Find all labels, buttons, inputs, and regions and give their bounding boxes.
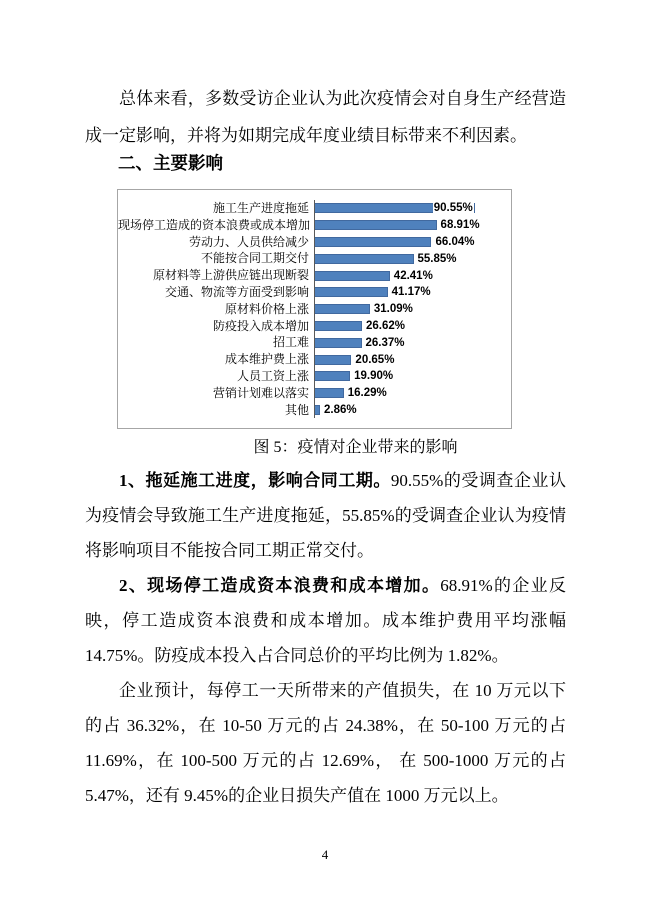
page-number: 4 bbox=[321, 847, 329, 862]
chart-bar bbox=[315, 321, 362, 331]
chart-category-label: 成本维护费上涨 bbox=[224, 352, 309, 367]
figure-caption: 图 5：疫情对企业带来的影响 bbox=[253, 439, 458, 456]
chart-row bbox=[118, 402, 511, 419]
chart-value-label: 66.04% bbox=[435, 235, 475, 248]
paragraph-cost-text: 68.91%的企业反映，停工造成资本浪费和成本增加。成本维护费用平均涨幅 14.75%。防疫成本投入占合同总价的平均比例为 1.82%。 bbox=[85, 576, 566, 665]
chart-bar bbox=[315, 338, 362, 348]
chart-value-label: 90.55% bbox=[433, 202, 473, 215]
paragraph-cost bbox=[85, 568, 566, 673]
chart-category-label: 现场停工造成的资本浪费或成本增加 bbox=[118, 217, 311, 232]
paragraph-delay bbox=[85, 463, 566, 568]
chart-row bbox=[118, 217, 511, 234]
chart-category-label: 劳动力、人员供给减少 bbox=[188, 234, 309, 249]
chart-bar bbox=[315, 254, 414, 264]
chart-category-label: 人员工资上涨 bbox=[236, 368, 309, 383]
chart-bar bbox=[315, 287, 388, 297]
chart-plot-area bbox=[314, 200, 511, 217]
chart-category-label: 不能按合同工期交付 bbox=[200, 251, 309, 266]
chart-value-label: 41.17% bbox=[391, 286, 431, 299]
paragraph-cost-lead: 2、现场停工造成资本浪费和成本增加。 bbox=[119, 576, 441, 595]
chart-rows bbox=[118, 200, 511, 418]
chart-row bbox=[118, 234, 511, 251]
chart-plot-area bbox=[314, 267, 511, 284]
chart-plot-area bbox=[314, 385, 511, 402]
chart-bar bbox=[315, 405, 320, 415]
chart-plot-area bbox=[314, 217, 511, 234]
chart-bar bbox=[315, 371, 350, 381]
section-heading: 二、主要影响 bbox=[118, 153, 223, 173]
chart-row bbox=[118, 351, 511, 368]
chart-plot-area bbox=[314, 301, 511, 318]
chart-category-label: 原材料价格上涨 bbox=[224, 301, 309, 316]
intro-paragraph: 总体来看，多数受访企业认为此次疫情会对自身生产经营造成一定影响，并将为如期完成年度业绩目标带来不利因素。 bbox=[85, 89, 566, 145]
chart-value-label: 20.65% bbox=[355, 353, 395, 366]
chart-value-label: 26.62% bbox=[365, 319, 405, 332]
chart-plot-area bbox=[314, 318, 511, 335]
chart-bar bbox=[315, 304, 370, 314]
chart-row bbox=[118, 368, 511, 385]
chart-row bbox=[118, 200, 511, 217]
chart-bar bbox=[315, 271, 390, 281]
chart-value-label: 16.29% bbox=[347, 387, 387, 400]
chart-category-label: 施工生产进度拖延 bbox=[212, 201, 309, 215]
paragraph-loss: 企业预计，每停工一天所带来的产值损失，在 10 万元以下的占 36.32%，在 10-50 万元的占 24.38%，在 50-100 万元的占 11.69%，在 100-500 万元的占 12.69%， 在 500-1000 万元的占 5.47%，还有 9.45%的企业日损失产值在 1000 万元以上。 bbox=[85, 681, 566, 805]
chart-row bbox=[118, 284, 511, 301]
paragraph-delay-text: 90.55%的受调查企业认为疫情会导致施工生产进度拖延，55.85%的受调查企业认为疫情将影响项目不能按合同工期正常交付。 bbox=[85, 471, 566, 560]
chart-category-label: 其他 bbox=[284, 402, 309, 417]
chart-row bbox=[118, 301, 511, 318]
chart-category-label: 防疫投入成本增加 bbox=[212, 318, 309, 333]
chart-row bbox=[118, 250, 511, 267]
chart-value-label: 19.90% bbox=[354, 370, 394, 383]
chart-plot-area bbox=[314, 284, 511, 301]
chart-row bbox=[118, 267, 511, 284]
chart-category-label: 原材料等上游供应链出现断裂 bbox=[152, 268, 309, 283]
chart-row bbox=[118, 334, 511, 351]
chart-bar bbox=[315, 355, 351, 365]
impact-bar-chart bbox=[117, 189, 512, 429]
chart-bar bbox=[315, 388, 344, 398]
chart-value-label: 42.41% bbox=[393, 269, 433, 282]
chart-category-label: 交通、物流等方面受到影响 bbox=[164, 284, 309, 299]
chart-plot-area bbox=[314, 402, 511, 419]
chart-row bbox=[118, 385, 511, 402]
chart-category-label: 营销计划难以落实 bbox=[212, 385, 309, 400]
chart-row bbox=[118, 318, 511, 335]
chart-value-label: 68.91% bbox=[440, 219, 480, 232]
chart-bar bbox=[315, 220, 437, 230]
chart-plot-area bbox=[314, 351, 511, 368]
chart-plot-area bbox=[314, 368, 511, 385]
chart-value-label: 55.85% bbox=[417, 252, 457, 265]
chart-value-label: 26.37% bbox=[365, 336, 405, 349]
chart-value-label: 2.86% bbox=[324, 403, 357, 416]
chart-plot-area bbox=[314, 234, 511, 251]
chart-value-label: 31.09% bbox=[373, 303, 413, 316]
chart-plot-area bbox=[314, 250, 511, 267]
chart-bar bbox=[315, 237, 431, 247]
paragraph-delay-lead: 1、拖延施工进度，影响合同工期。 bbox=[119, 471, 391, 490]
chart-plot-area bbox=[314, 334, 511, 351]
chart-category-label: 招工难 bbox=[272, 335, 309, 350]
